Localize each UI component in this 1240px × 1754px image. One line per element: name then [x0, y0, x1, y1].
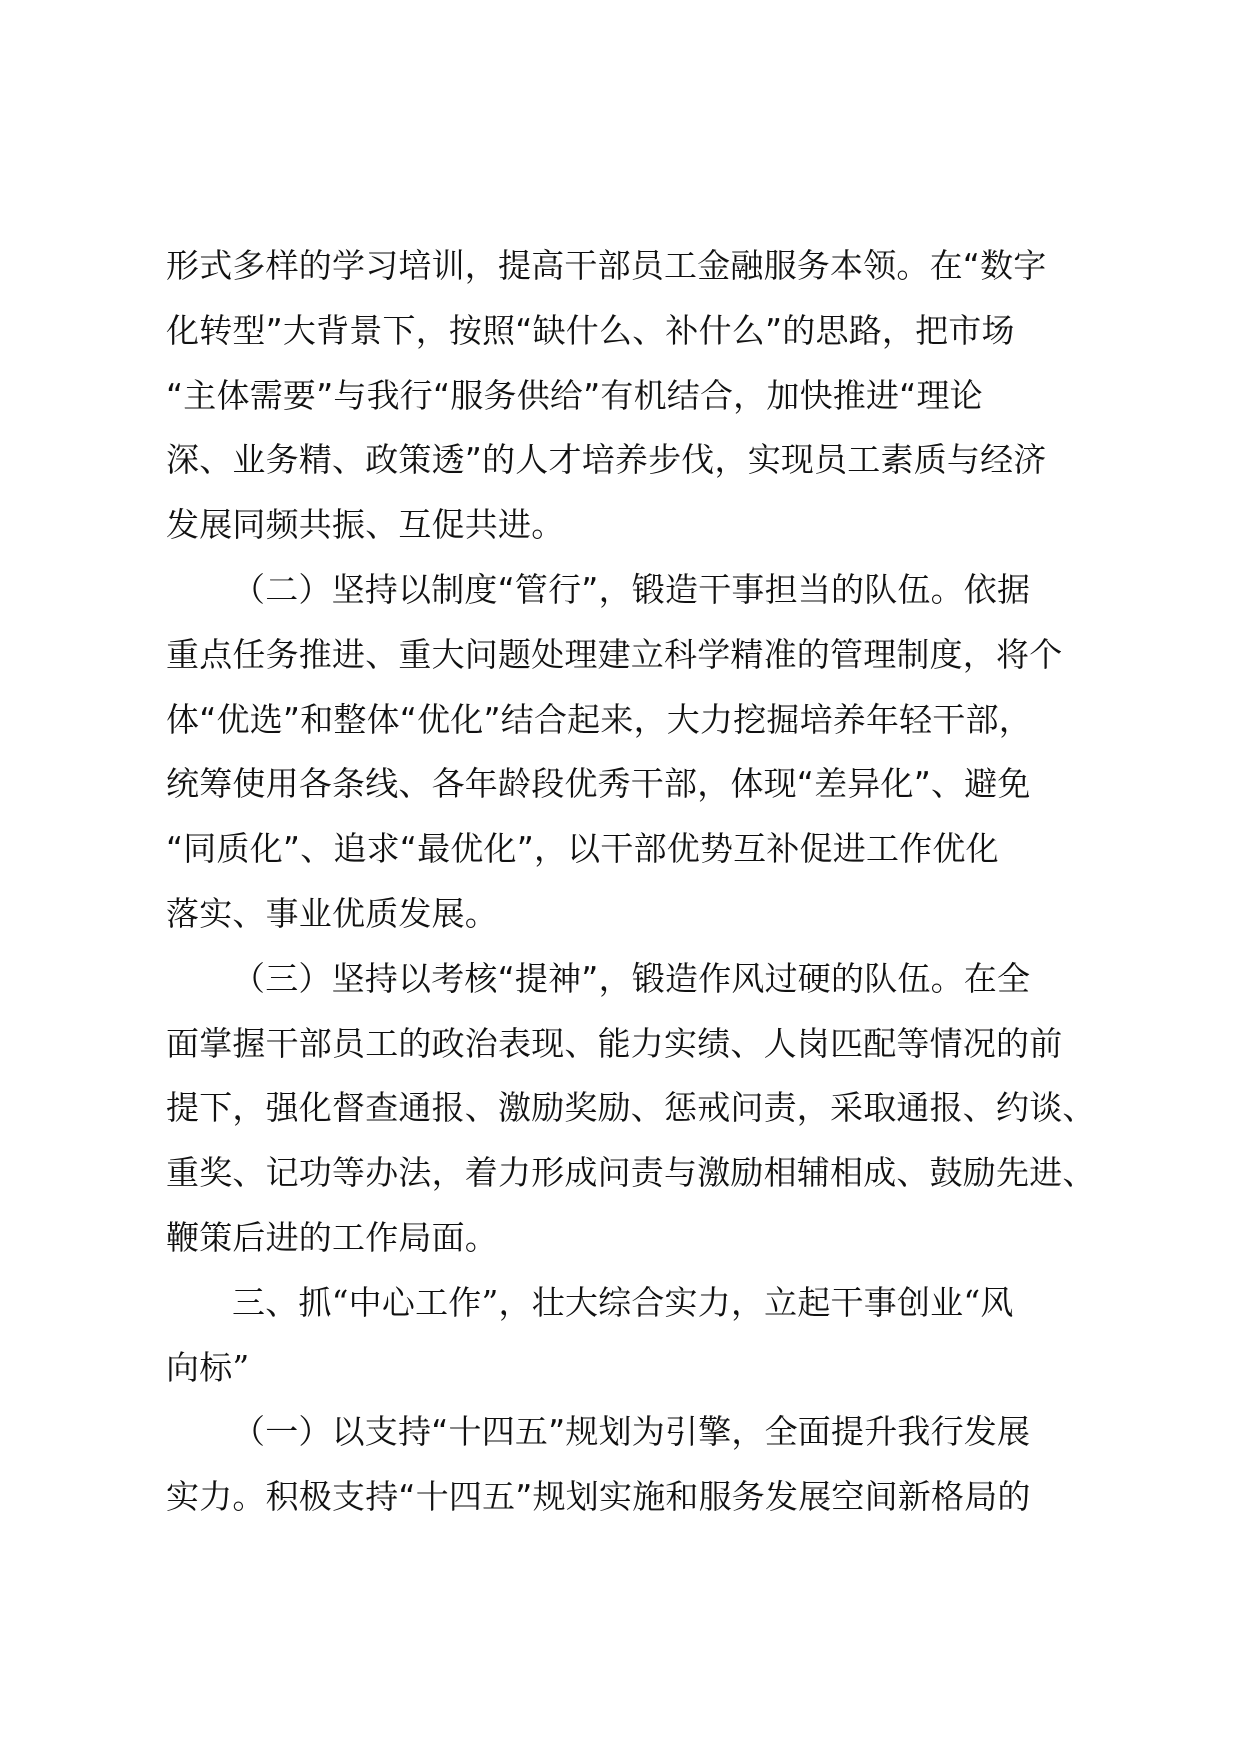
paragraph-line: 落实、事业优质发展。 [166, 893, 498, 933]
paragraph-line: 实力。积极支持“十四五”规划实施和服务发展空间新格局的 [166, 1477, 1031, 1517]
subsection-three-line: （三）坚持以考核“提神”，锻造作风过硬的队伍。在全 [232, 958, 1031, 998]
paragraph-line: 形式多样的学习培训，提高干部员工金融服务本领。在“数字 [166, 246, 1047, 285]
paragraph-line: 体“优选”和整体“优化”结合起来，大力挖掘培养年轻干部， [166, 699, 1032, 739]
paragraph-line: 化转型”大背景下，按照“缺什么、补什么”的思路，把市场 [166, 310, 1015, 350]
document-body [166, 234, 1096, 1530]
paragraph-line: 重点任务推进、重大问题处理建立科学精准的管理制度，将个 [166, 634, 1063, 674]
subsection-one-line: （一）以支持“十四五”规划为引擎，全面提升我行发展 [232, 1412, 1031, 1452]
paragraph-line: 提下，强化督查通报、激励奖励、惩戒问责，采取通报、约谈、 [166, 1088, 1096, 1128]
paragraph-line: “主体需要”与我行“服务供给”有机结合，加快推进“理论 [166, 375, 983, 415]
section-heading-three: 三、抓“中心工作”，壮大综合实力，立起干事创业“风 [232, 1282, 1014, 1322]
paragraph-line: 统筹使用各条线、各年龄段优秀干部，体现“差异化”、避免 [166, 764, 1031, 804]
subsection-two-line: （二）坚持以制度“管行”，锻造干事担当的队伍。依据 [232, 569, 1031, 609]
paragraph-line: 面掌握干部员工的政治表现、能力实绩、人岗匹配等情况的前 [166, 1023, 1063, 1063]
paragraph-line: “同质化”、追求“最优化”，以干部优势互补促进工作优化 [166, 829, 999, 869]
paragraph-line: 重奖、记功等办法，着力形成问责与激励相辅相成、鼓励先进、 [166, 1153, 1096, 1193]
paragraph-line: 鞭策后进的工作局面。 [166, 1217, 498, 1257]
paragraph-line: 发展同频共振、互促共进。 [166, 505, 565, 545]
section-heading-three-continued: 向标” [166, 1347, 250, 1387]
paragraph-line: 深、业务精、政策透”的人才培养步伐，实现员工素质与经济 [166, 440, 1047, 480]
